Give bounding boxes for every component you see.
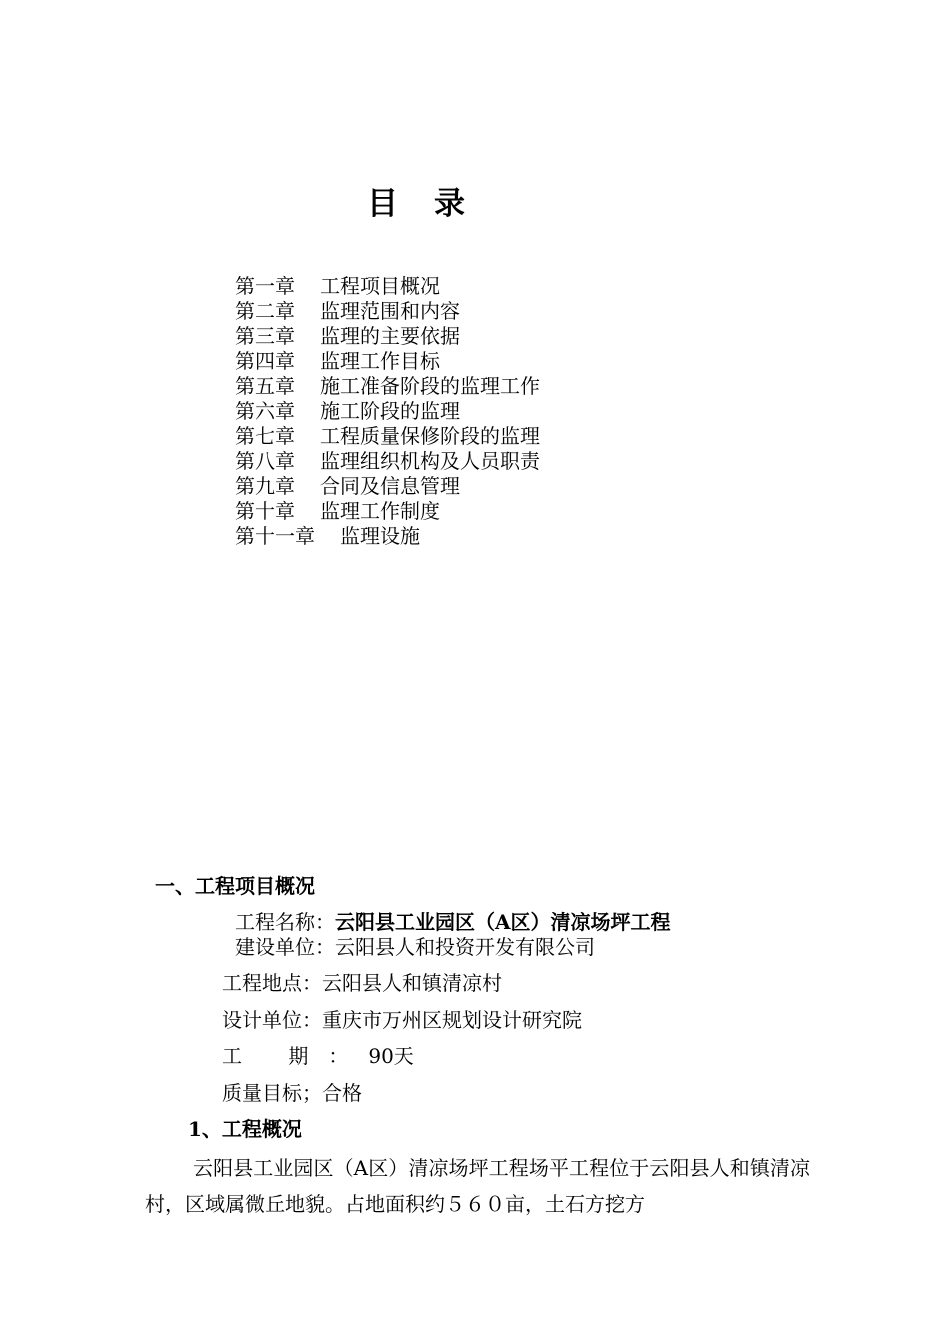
designer-line (222, 1004, 582, 1033)
toc-item (235, 424, 540, 449)
toc-chapter-title: 施工阶段的监理 (320, 399, 460, 423)
toc-item (235, 474, 540, 499)
toc-chapter-title: 工程项目概况 (320, 274, 440, 298)
project-name-value: 云阳县工业园区（A区）清凉场坪工程 (335, 910, 671, 934)
toc-item (235, 299, 540, 324)
duration-label: 工 期： (222, 1044, 369, 1068)
toc-chapter-number: 第四章 (235, 349, 295, 373)
toc-chapter-title: 监理范围和内容 (320, 299, 460, 323)
duration-line (222, 1040, 414, 1069)
duration-value: 90天 (368, 1044, 414, 1068)
toc-chapter-number: 第七章 (235, 424, 295, 448)
location-value: 云阳县人和镇清凉村 (322, 971, 502, 995)
toc-chapter-title: 监理工作目标 (320, 349, 440, 373)
toc-chapter-number: 第二章 (235, 299, 295, 323)
toc-item (235, 499, 540, 524)
toc-chapter-number: 第六章 (235, 399, 295, 423)
designer-value: 重庆市万州区规划设计研究院 (322, 1008, 582, 1032)
sub-heading: 1、工程概况 (188, 1117, 302, 1141)
toc-item (235, 399, 540, 424)
builder-line (235, 931, 595, 960)
builder-label: 建设单位： (235, 935, 335, 959)
toc-item (235, 524, 540, 549)
toc-item (235, 274, 540, 299)
quality-value: 合格 (322, 1081, 362, 1105)
toc-item (235, 324, 540, 349)
toc-chapter-title: 合同及信息管理 (320, 474, 460, 498)
quality-label: 质量目标； (222, 1081, 322, 1105)
toc-item (235, 449, 540, 474)
project-name-label: 工程名称： (235, 910, 335, 934)
location-line (222, 967, 502, 996)
designer-label: 设计单位： (222, 1008, 322, 1032)
toc-chapter-number: 第九章 (235, 474, 295, 498)
location-label: 工程地点： (222, 971, 322, 995)
overview-paragraph: 云阳县工业园区（A区）清凉场坪工程场平工程位于云阳县人和镇清凉村，区域属微丘地貌。占地面积约５６０亩，土石方挖方 (145, 1156, 810, 1216)
toc-chapter-number: 第五章 (235, 374, 295, 398)
toc-chapter-title: 监理设施 (340, 524, 420, 548)
toc-chapter-number: 第十一章 (235, 524, 315, 548)
toc-item (235, 374, 540, 399)
toc-chapter-number: 第八章 (235, 449, 295, 473)
quality-line (222, 1077, 362, 1106)
toc-chapter-number: 第三章 (235, 324, 295, 348)
toc-chapter-title: 工程质量保修阶段的监理 (320, 424, 540, 448)
toc-chapter-title: 监理组织机构及人员职责 (320, 449, 540, 473)
toc-chapter-title: 监理工作制度 (320, 499, 440, 523)
toc-chapter-number: 第一章 (235, 274, 295, 298)
toc-chapter-title: 施工准备阶段的监理工作 (320, 374, 540, 398)
toc-item (235, 349, 540, 374)
toc-title: 目录 (367, 186, 501, 222)
toc-chapter-number: 第十章 (235, 499, 295, 523)
section-heading: 一、工程项目概况 (155, 874, 315, 898)
toc-list (235, 274, 540, 549)
toc-chapter-title: 监理的主要依据 (320, 324, 460, 348)
builder-value: 云阳县人和投资开发有限公司 (335, 935, 595, 959)
